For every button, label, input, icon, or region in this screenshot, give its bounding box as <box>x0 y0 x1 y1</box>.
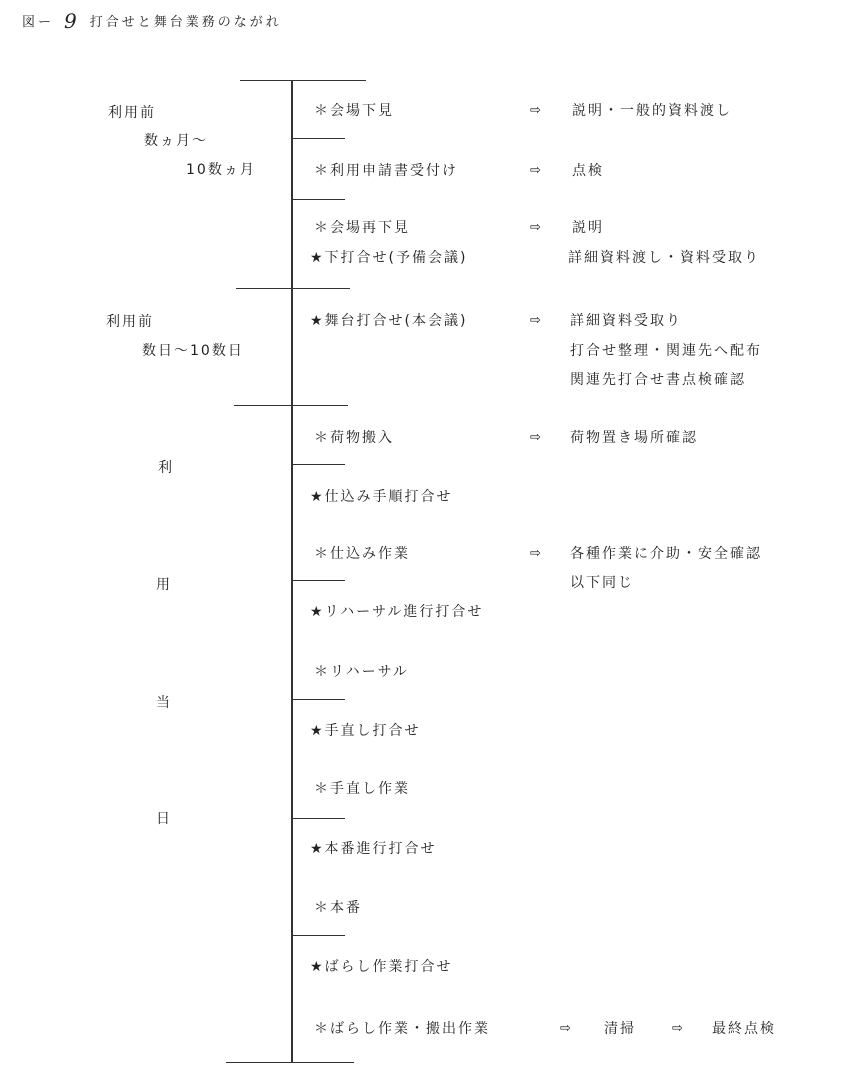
figure-number: 9 <box>64 9 80 33</box>
step-result: 打合せ整理・関連先へ配布 <box>570 343 762 359</box>
step-result: 最終点検 <box>712 1021 776 1037</box>
step-result: 点検 <box>572 163 604 179</box>
step-label: ＊リハーサル <box>314 664 409 680</box>
step-label: ★リハーサル進行打合せ <box>310 604 484 620</box>
phase-dayof-char: 用 <box>156 577 172 593</box>
phase-divider-top <box>240 80 366 81</box>
arrow-icon: ⇨ <box>560 1021 571 1036</box>
phase-months-line3: 10数ヵ月 <box>186 162 256 178</box>
phase-divider <box>236 288 350 289</box>
arrow-icon: ⇨ <box>530 313 541 328</box>
step-result: 詳細資料受取り <box>570 313 682 329</box>
phase-dayof-char: 利 <box>158 460 174 476</box>
arrow-icon: ⇨ <box>672 1021 683 1036</box>
step-label: ＊利用申請書受付け <box>314 163 458 179</box>
arrow-icon: ⇨ <box>530 430 541 445</box>
step-label: ＊本番 <box>314 900 362 916</box>
step-label: ★仕込み手順打合せ <box>310 489 453 505</box>
step-divider <box>291 818 345 819</box>
step-result: 説明・一般的資料渡し <box>572 103 732 119</box>
step-label: ＊ばらし作業・搬出作業 <box>314 1021 490 1037</box>
step-divider <box>291 699 345 700</box>
step-divider <box>291 199 345 200</box>
figure-prefix: 図ー <box>22 15 55 30</box>
step-result: 各種作業に介助・安全確認 <box>570 546 762 562</box>
step-label: ＊手直し作業 <box>314 781 410 797</box>
step-label: ＊荷物搬入 <box>314 430 394 446</box>
figure-title <box>22 9 282 33</box>
phase-days-line2: 数日～10数日 <box>142 343 244 359</box>
step-result: 以下同じ <box>570 575 634 591</box>
step-result: 関連先打合せ書点検確認 <box>570 372 746 388</box>
step-divider <box>291 464 345 465</box>
step-label: ★舞台打合せ(本会議) <box>310 313 468 329</box>
arrow-icon: ⇨ <box>530 103 541 118</box>
step-divider <box>291 138 345 139</box>
arrow-icon: ⇨ <box>530 163 541 178</box>
step-label: ★下打合せ(予備会議) <box>310 250 468 266</box>
phase-divider-bottom <box>226 1062 354 1063</box>
phase-divider <box>234 405 348 406</box>
phase-months-line2: 数ヵ月～ <box>144 133 208 149</box>
phase-dayof-char: 日 <box>156 811 172 827</box>
phase-months-line1: 利用前 <box>108 105 156 121</box>
step-label: ＊仕込み作業 <box>314 546 410 562</box>
figure-title-text: 打合せと舞台業務のながれ <box>89 15 282 30</box>
arrow-icon: ⇨ <box>530 546 541 561</box>
step-label: ＊会場下見 <box>314 103 394 119</box>
step-label: ＊会場再下見 <box>314 220 410 236</box>
step-divider <box>291 935 345 936</box>
arrow-icon: ⇨ <box>530 220 541 235</box>
step-result: 詳細資料渡し・資料受取り <box>568 250 760 266</box>
phase-dayof-char: 当 <box>156 695 172 711</box>
step-label: ★ばらし作業打合せ <box>310 959 453 975</box>
step-result: 荷物置き場所確認 <box>570 430 698 446</box>
step-result: 説明 <box>572 220 604 236</box>
step-label: ★手直し打合せ <box>310 723 421 739</box>
timeline-axis <box>291 80 293 1063</box>
step-result: 清掃 <box>604 1021 636 1037</box>
phase-days-line1: 利用前 <box>106 314 154 330</box>
step-divider <box>291 580 345 581</box>
step-label: ★本番進行打合せ <box>310 841 437 857</box>
